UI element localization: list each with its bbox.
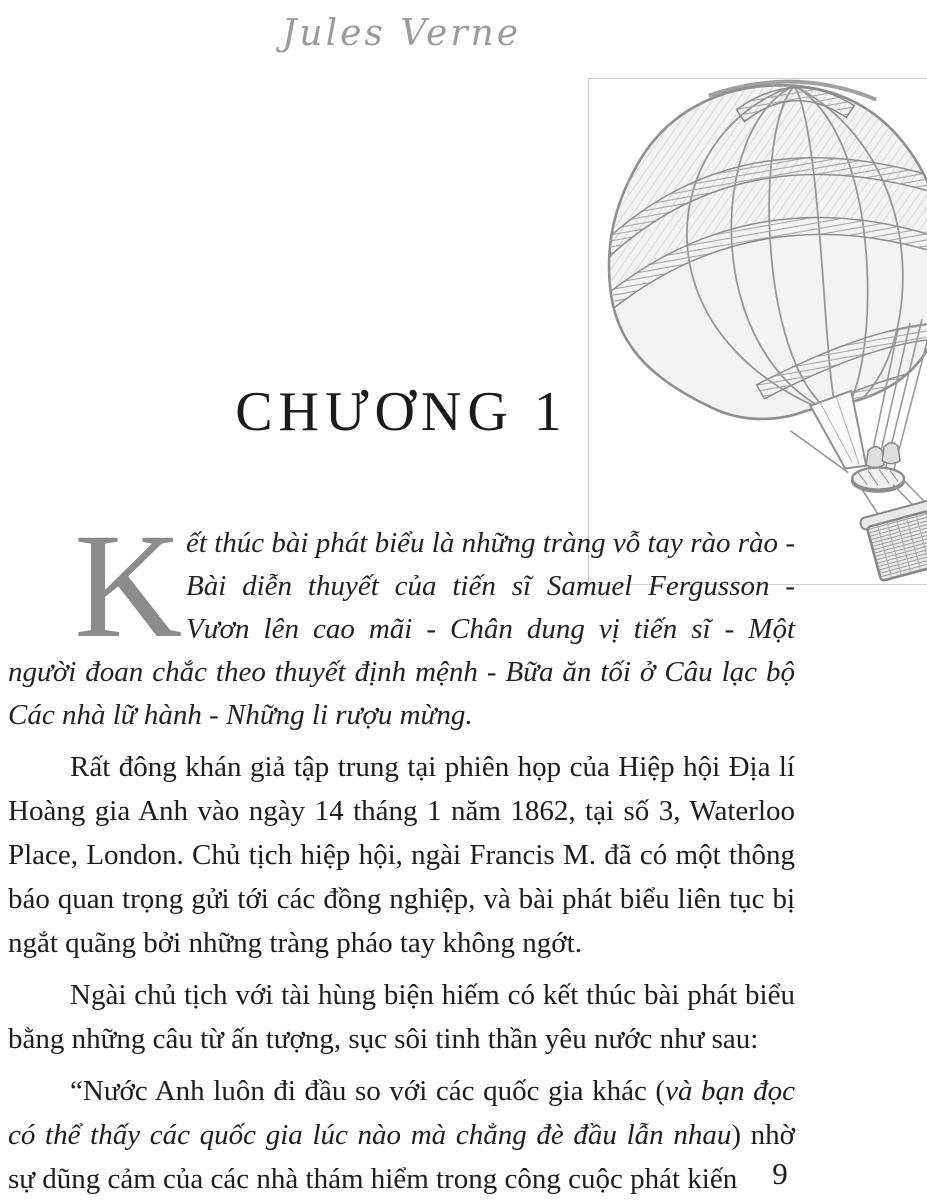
chapter-summary-text: ết thúc bài phát biểu là những tràng vỗ tay rào rào - Bài diễn thuyết của tiến sĩ Samuel Fergusson - Vươn lên cao mãi - Chân dung vị tiến sĩ - Một người đoan chắc theo thuyết định mệnh - Bữa ăn tối ở Câu lạc bộ Các nhà lữ hành - Những li rượu mừng. [8,527,795,731]
quote-suffix: ) nhờ sự dũng cảm của các nhà thám hiểm trong công cuộc phát kiến [8,1119,795,1195]
body-paragraph: Rất đông khán giả tập trung tại phiên họp của Hiệp hội Địa lí Hoàng gia Anh vào ngày 14 tháng 1 năm 1862, tại số 3, Waterloo Place, London. Chủ tịch hiệp hội, ngài Francis M. đã có một thông báo quan trọng gửi tới các đồng nghiệp, và bài phát biểu liên tục bị ngắt quãng bởi những tràng pháo tay không ngớt. [8,751,795,959]
chapter-title: CHƯƠNG 1 [235,381,568,443]
drop-cap: K [74,503,183,669]
chapter-summary-paragraph [8,503,795,737]
body-paragraph: Ngài chủ tịch với tài hùng biện hiếm có kết thúc bài phát biểu bằng những câu từ ấn tượng, sục sôi tinh thần yêu nước như sau: [8,979,795,1055]
quote-prefix: “Nước Anh luôn đi đầu so với các quốc gia khác ( [70,1075,666,1107]
author-header: Jules Verne [281,13,522,54]
quote-italic-aside: và bạn đọc có thể thấy các quốc gia lúc nào mà chẳng đè đầu lẫn nhau [8,1075,796,1151]
page-number: 9 [772,1156,788,1191]
text-column [8,0,795,1200]
body-paragraph-quote [8,1069,795,1200]
